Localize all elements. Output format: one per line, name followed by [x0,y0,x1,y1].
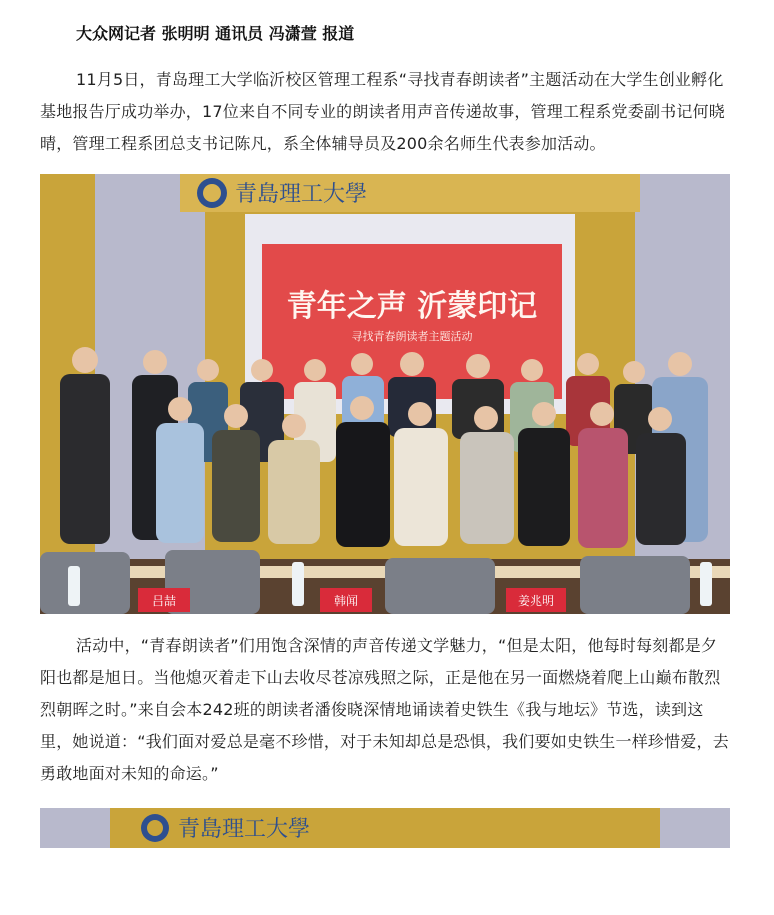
chair [40,552,130,614]
svg-text:姜兆明: 姜兆明 [517,594,555,608]
front-row-people [156,396,686,548]
screen-subtitle: 寻找青春朗读者主题活动 [351,330,473,343]
paragraph-1: 11月5日，青岛理工大学临沂校区管理工程系“寻找青春朗读者”主题活动在大学生创业孵化基地报告厅成功举办，17位来自不同专业的朗读者用声音传递故事，管理工程系党委副书记何晓晴，管理工程系团总支书记陈凡，系全体辅导员及200余名师生代表参加活动。 [40,70,725,153]
event-photo-1 [40,174,730,614]
left-curtain [40,808,110,848]
article [40,0,730,848]
right-curtain [660,808,730,848]
water-bottle [68,566,80,606]
chair [580,556,690,614]
person [60,347,110,544]
banner-text: 青島理工大學 [235,182,368,207]
screen-title: 青年之声 沂蒙印记 [286,289,538,324]
paragraph-2: 活动中，“青春朗读者”们用饱含深情的声音传递文学魅力，“但是太阳，他每时每刻都是夕阳也都是旭日。当他熄灭着走下山去收尽苍凉残照之际，正是他在另一面燃烧着爬上山巅布散烈烈朝晖之时。”来自会本242班的朗读者潘俊晓深情地诵读着史铁生《我与地坛》节选，读到这里，她说道：“我们面对爱总是毫不珍惜，对于未知却总是恐惧，我们要如史铁生一样珍惜爱，去勇敢地面对未知的命运。” [40,636,729,783]
svg-text:吕喆: 吕喆 [151,594,177,608]
event-photo-2-illustration [40,808,730,848]
water-bottle [292,562,304,606]
banner-text: 青島理工大學 [178,817,311,842]
event-photo-2 [40,808,730,848]
byline: 大众网记者 张明明 通讯员 冯潇萱 报道 [76,24,355,43]
chair [385,558,495,614]
svg-text:韩闻: 韩闻 [333,594,359,608]
event-photo-1-illustration [40,174,730,614]
water-bottle [700,562,712,606]
